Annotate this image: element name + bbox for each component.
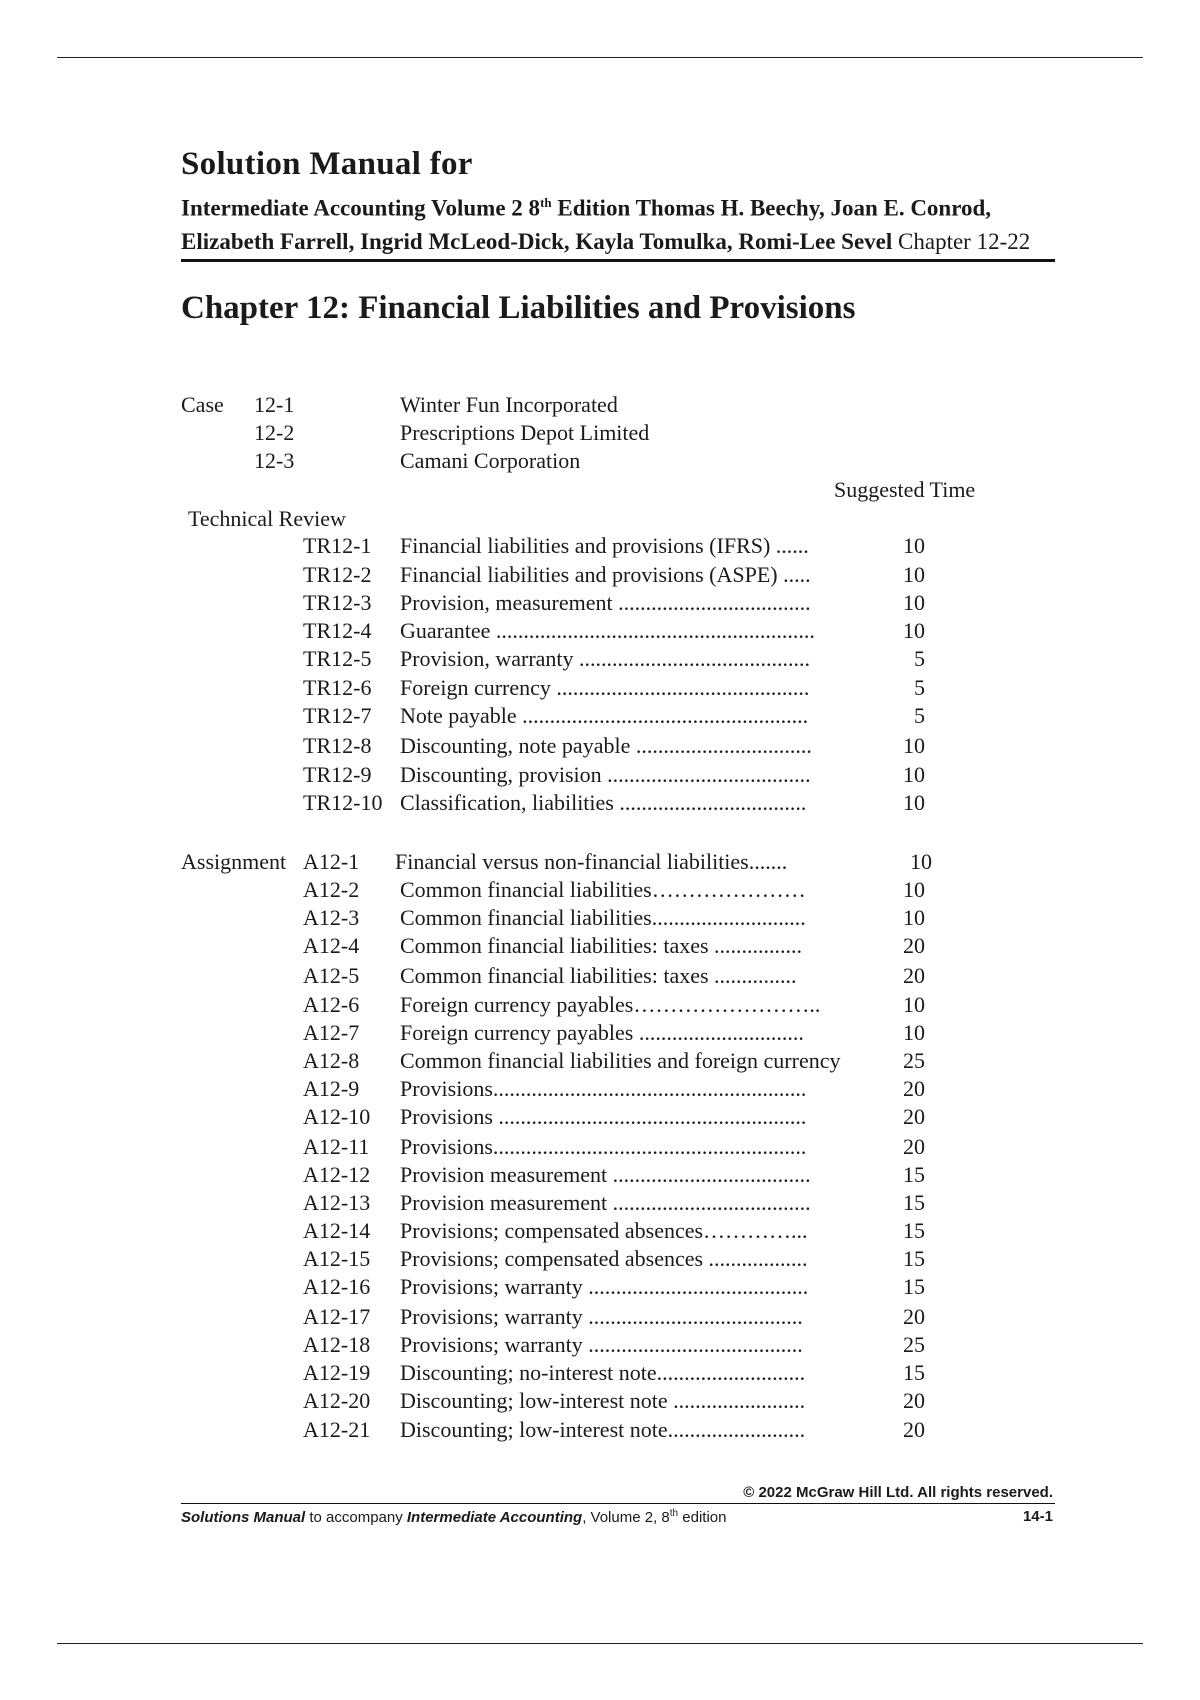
table-row [0, 933, 1200, 959]
item-time: 15 [903, 1274, 925, 1299]
item-code: A12-15 [303, 1246, 371, 1271]
book-citation-line-2 [181, 229, 1030, 255]
footer-to-accompany: to accompany [305, 1509, 407, 1526]
table-row [0, 992, 1200, 1018]
table-row [0, 1388, 1200, 1414]
item-description: Foreign currency payables…………………….. [400, 992, 821, 1017]
item-code: TR12-4 [303, 618, 372, 643]
item-time: 10 [903, 905, 925, 930]
item-code: A12-11 [303, 1134, 370, 1159]
item-time: 5 [914, 646, 925, 671]
copyright-notice: © 2022 McGraw Hill Ltd. All rights reserved. [743, 1484, 1053, 1501]
edition-superscript: th [540, 195, 552, 210]
item-description: Classification, liabilities .................................. [400, 790, 807, 815]
table-row [0, 675, 1200, 701]
item-description: Provisions; compensated absences .................. [400, 1246, 808, 1271]
item-time: 10 [903, 618, 925, 643]
case-row [0, 392, 1200, 418]
item-code: A12-10 [303, 1104, 371, 1129]
table-row [0, 733, 1200, 759]
item-description: Common financial liabilities: taxes ................ [400, 933, 803, 958]
table-row [0, 1076, 1200, 1102]
table-row [0, 1104, 1200, 1130]
table-row [0, 1020, 1200, 1046]
item-code: A12-9 [303, 1076, 360, 1101]
table-row [0, 1332, 1200, 1358]
item-time: 25 [903, 1332, 925, 1357]
item-description: Guarantee .......................................................... [400, 618, 815, 643]
item-description: Provisions......................................................... [400, 1076, 807, 1101]
authors-part-2: Elizabeth Farrell, Ingrid McLeod-Dick, Kayla Tomulka, Romi-Lee Sevel [181, 229, 893, 254]
item-time: 10 [903, 992, 925, 1017]
table-row [0, 849, 1200, 875]
item-code: A12-13 [303, 1190, 371, 1215]
item-description: Discounting; low-interest note......................... [400, 1417, 806, 1442]
table-row [0, 963, 1200, 989]
technical-review-label: Technical Review [188, 506, 346, 531]
item-time: 15 [903, 1190, 925, 1215]
case-title: Prescriptions Depot Limited [400, 420, 650, 445]
item-description: Common financial liabilities and foreign currency [400, 1048, 841, 1073]
item-code: A12-7 [303, 1020, 360, 1045]
table-row [0, 703, 1200, 729]
item-time: 10 [903, 562, 925, 587]
item-description: Financial liabilities and provisions (IFRS) ...... [400, 533, 809, 558]
table-row [0, 1190, 1200, 1216]
case-label: Case [181, 392, 224, 417]
case-code: 12-1 [254, 392, 295, 417]
item-description: Provisions......................................................... [400, 1134, 807, 1159]
item-description: Provisions ........................................................ [400, 1104, 807, 1129]
item-description: Discounting; no-interest note........................... [400, 1360, 806, 1385]
item-time: 10 [903, 733, 925, 758]
table-row [0, 1218, 1200, 1244]
item-code: TR12-6 [303, 675, 372, 700]
item-code: A12-18 [303, 1332, 371, 1357]
item-description: Provision measurement .................................... [400, 1190, 811, 1215]
item-code: A12-16 [303, 1274, 371, 1299]
chapter-title: Chapter 12: Financial Liabilities and Provisions [181, 290, 856, 326]
item-code: A12-19 [303, 1360, 371, 1385]
table-row [0, 877, 1200, 903]
table-row [0, 1274, 1200, 1300]
item-time: 5 [914, 675, 925, 700]
table-row [0, 590, 1200, 616]
table-row [0, 646, 1200, 672]
item-time: 10 [903, 533, 925, 558]
top-rule [57, 57, 1143, 58]
footer-citation [181, 1508, 726, 1526]
footer-book-title: Intermediate Accounting [406, 1509, 583, 1526]
item-description: Provisions; warranty ....................................... [400, 1304, 803, 1329]
footer-rule [181, 1503, 1055, 1504]
table-row [0, 533, 1200, 559]
table-row [0, 618, 1200, 644]
item-code: TR12-7 [303, 703, 372, 728]
suggested-time-header: Suggested Time [834, 477, 976, 502]
table-row [0, 1162, 1200, 1188]
item-code: A12-4 [303, 933, 360, 958]
item-time: 10 [903, 790, 925, 815]
item-code: TR12-9 [303, 762, 372, 787]
item-time: 15 [903, 1360, 925, 1385]
page-number: 14-1 [1022, 1508, 1053, 1525]
item-time: 20 [903, 1104, 925, 1129]
table-row [0, 905, 1200, 931]
item-time: 20 [903, 1076, 925, 1101]
item-code: TR12-2 [303, 562, 372, 587]
table-row [0, 562, 1200, 588]
item-time: 15 [903, 1162, 925, 1187]
item-time: 25 [903, 1048, 925, 1073]
item-time: 15 [903, 1218, 925, 1243]
item-time: 10 [903, 762, 925, 787]
case-title: Winter Fun Incorporated [400, 392, 618, 417]
item-description: Discounting, provision ..................................... [400, 762, 811, 787]
table-row [0, 1246, 1200, 1272]
item-code: A12-2 [303, 877, 360, 902]
item-description: Foreign currency payables .............................. [400, 1020, 804, 1045]
item-description: Discounting, note payable ................................ [400, 733, 812, 758]
item-description: Discounting; low-interest note ........................ [400, 1388, 806, 1413]
footer-manual-title: Solutions Manual [181, 1509, 306, 1526]
item-time: 20 [903, 1388, 925, 1413]
case-code: 12-2 [254, 420, 295, 445]
table-row [0, 1360, 1200, 1386]
item-description: Provisions; warranty ....................................... [400, 1332, 803, 1357]
item-time: 20 [903, 963, 925, 988]
table-row [0, 1304, 1200, 1330]
footer-edition: edition [678, 1509, 727, 1526]
item-description: Financial liabilities and provisions (ASPE) ..... [400, 562, 811, 587]
footer-volume-sup: th [669, 1508, 679, 1519]
chapter-range: Chapter 12-22 [892, 229, 1031, 254]
item-code: TR12-5 [303, 646, 372, 671]
item-code: A12-6 [303, 992, 360, 1017]
table-row [0, 762, 1200, 788]
item-code: A12-1 [303, 849, 360, 874]
item-code: A12-20 [303, 1388, 371, 1413]
footer-volume: , Volume 2, 8 [582, 1509, 670, 1526]
item-code: A12-3 [303, 905, 360, 930]
item-description: Provisions; compensated absences…………... [400, 1218, 808, 1243]
item-time: 10 [910, 849, 932, 874]
item-description: Provision measurement .................................... [400, 1162, 811, 1187]
item-description: Provision, warranty .......................................... [400, 646, 811, 671]
item-code: A12-21 [303, 1417, 371, 1442]
item-time: 10 [903, 877, 925, 902]
book-citation-line-1 [181, 195, 991, 222]
item-code: TR12-3 [303, 590, 372, 615]
item-time: 20 [903, 1134, 925, 1159]
item-time: 20 [903, 1304, 925, 1329]
table-row [0, 1417, 1200, 1443]
case-row [0, 448, 1200, 474]
authors-part-1: Edition Thomas H. Beechy, Joan E. Conrod, [551, 195, 992, 221]
table-row [0, 790, 1200, 816]
assignment-label: Assignment [181, 849, 287, 874]
item-code: A12-12 [303, 1162, 371, 1187]
item-code: A12-5 [303, 963, 360, 988]
bottom-rule [57, 1643, 1143, 1644]
item-code: TR12-8 [303, 733, 372, 758]
item-description: Financial versus non-financial liabilities....... [395, 849, 788, 874]
item-description: Note payable .................................................... [400, 703, 809, 728]
item-description: Common financial liabilities………………… [400, 877, 806, 902]
header-divider [181, 259, 1055, 262]
case-title: Camani Corporation [400, 448, 581, 473]
item-code: A12-17 [303, 1304, 371, 1329]
item-code: A12-8 [303, 1048, 360, 1073]
item-description: Provision, measurement ................................... [400, 590, 811, 615]
item-time: 20 [903, 1417, 925, 1442]
item-code: A12-14 [303, 1218, 371, 1243]
book-title-part: Intermediate Accounting Volume 2 8 [181, 195, 541, 221]
item-description: Common financial liabilities: taxes ............... [400, 963, 797, 988]
case-code: 12-3 [254, 448, 295, 473]
item-time: 5 [914, 703, 925, 728]
item-description: Provisions; warranty ........................................ [400, 1274, 809, 1299]
item-code: TR12-10 [303, 790, 383, 815]
item-time: 10 [903, 1020, 925, 1045]
item-description: Common financial liabilities............................ [400, 905, 806, 930]
item-time: 20 [903, 933, 925, 958]
document-title: Solution Manual for [181, 146, 473, 182]
item-description: Foreign currency .............................................. [400, 675, 810, 700]
case-row [0, 420, 1200, 446]
item-time: 15 [903, 1246, 925, 1271]
item-time: 10 [903, 590, 925, 615]
table-row [0, 1134, 1200, 1160]
item-code: TR12-1 [303, 533, 372, 558]
table-row [0, 1048, 1200, 1074]
